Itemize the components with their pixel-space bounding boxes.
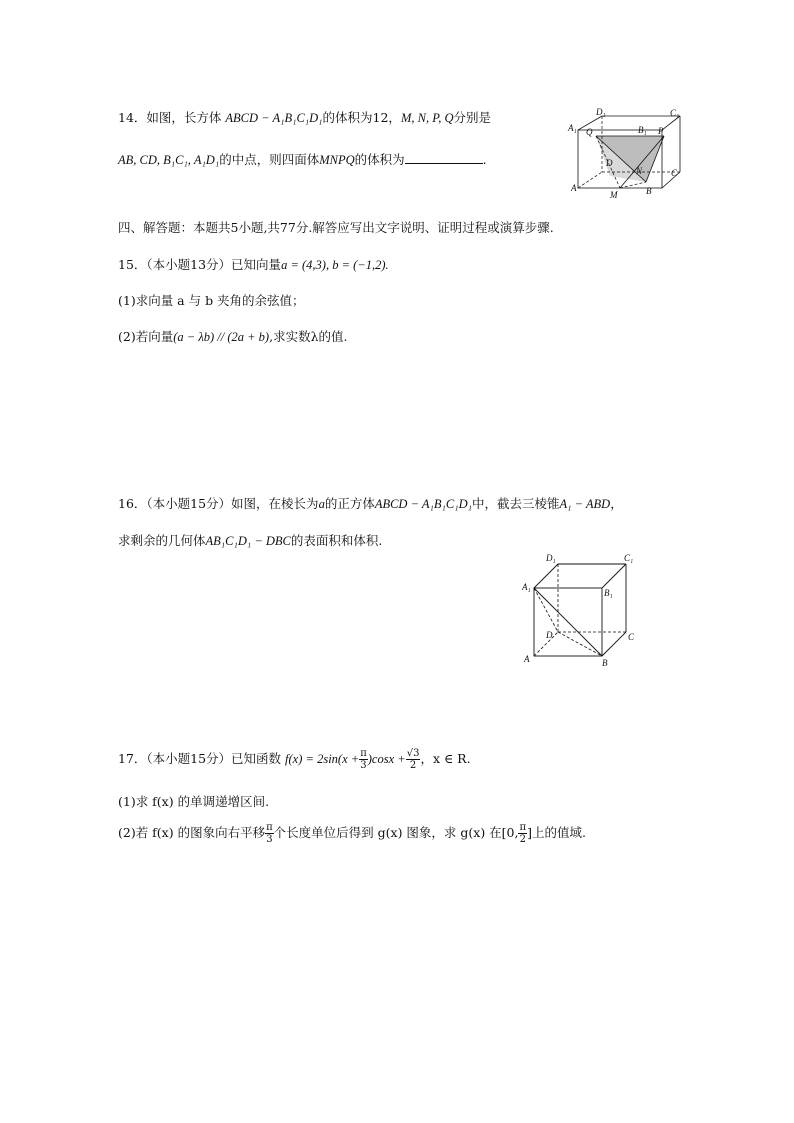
q16-text: 的正方体 xyxy=(324,496,375,511)
q14-line1 xyxy=(118,108,491,126)
frac-num: π xyxy=(519,822,527,833)
q16-text: ， xyxy=(610,496,623,511)
fig-label: A₁ xyxy=(568,123,577,133)
q16-remaining-solid: AB₁C₁D₁ − DBC xyxy=(205,534,291,548)
q17-domain: ，x ∈ R. xyxy=(420,751,471,766)
q17-text: ]上的值域. xyxy=(527,825,586,840)
frac-den: 2 xyxy=(409,760,417,771)
q17-func: f(x) = 2sin(x + xyxy=(285,752,360,766)
frac-num: √3 xyxy=(406,748,420,759)
fig-label: C₁ xyxy=(624,553,634,563)
answer-blank xyxy=(405,151,483,164)
q16-head: 16．（本小题15分）如图，在棱长为 xyxy=(118,496,319,511)
fig-label: D xyxy=(546,630,553,640)
fig-label: C xyxy=(671,168,678,178)
q15-part2 xyxy=(118,327,347,345)
q16-figure xyxy=(512,550,652,668)
section-4-heading: 四、解答题：本题共5小题,共77分.解答应写出文字说明、证明过程或演算步骤. xyxy=(118,220,554,235)
sqrt3-over-2 xyxy=(406,748,421,771)
fig-label: P xyxy=(658,126,664,136)
q14-text: 如图，长方体 xyxy=(146,110,222,125)
q16-text: 的表面积和体积. xyxy=(290,533,383,548)
q14-points: M, N, P, Q xyxy=(400,111,454,125)
q14-midpoint-edges: AB, CD, B₁C₁, A₁D₁ xyxy=(118,153,220,167)
frac-den: 3 xyxy=(266,834,273,845)
fig-label: D xyxy=(606,158,613,168)
q15-head: 15．（本小题13分）已知向量 xyxy=(118,257,282,272)
pi-over-2 xyxy=(518,822,527,845)
fig-label: B xyxy=(602,658,608,668)
fig-label: B₁ xyxy=(604,588,613,598)
q15-vectors: a = (4,3), b = (−1,2). xyxy=(281,258,389,272)
frac-num: π xyxy=(266,822,273,833)
q16-text: 中，截去三棱锥 xyxy=(471,496,560,511)
q16-line1 xyxy=(118,494,623,512)
q15-text: (2)若向量 xyxy=(118,329,174,344)
q16-text: 求剩余的几何体 xyxy=(118,533,206,548)
q14-text: 的体积为12， xyxy=(322,110,401,125)
q17-line1 xyxy=(118,748,471,771)
q14-solid: ABCD − A₁B₁C₁D₁ xyxy=(225,111,323,125)
pi-over-3 xyxy=(265,822,274,845)
q16-var: a xyxy=(318,497,325,511)
q17-func: )cosx + xyxy=(367,752,406,766)
fig-label: M xyxy=(610,190,618,200)
q16-solid: ABCD − A₁B₁C₁D₁ xyxy=(374,497,472,511)
q14-text: 分别是 xyxy=(453,110,492,125)
q16-pyramid: A₁ − ABD xyxy=(559,497,611,511)
fig-label: C xyxy=(628,632,635,642)
q14-text: 的中点，则四面体 xyxy=(219,152,320,167)
frac-num: π xyxy=(360,748,367,759)
q17-text: 个长度单位后得到 g(x) 图象，求 g(x) 在[0, xyxy=(273,825,519,840)
fig-label: B xyxy=(646,186,652,196)
fig-label: D₁ xyxy=(596,108,606,117)
q14-tetra: MNPQ xyxy=(319,153,355,167)
pi-over-3 xyxy=(359,748,368,771)
q16-line2 xyxy=(118,531,382,549)
fig-label: A₁ xyxy=(522,582,531,592)
fig-label: N xyxy=(636,166,643,176)
q17-head: 17．（本小题15分）已知函数 xyxy=(118,751,282,766)
fig-label: A xyxy=(524,654,530,664)
q14-line2 xyxy=(118,150,487,168)
q15-part1: (1)求向量 a 与 b 夹角的余弦值； xyxy=(118,293,305,308)
fig-label: C₁ xyxy=(670,108,680,118)
q15-text: ,求实数λ的值. xyxy=(269,329,348,344)
q17-part1: (1)求 f(x) 的单调递增区间. xyxy=(118,794,270,809)
fig-label: B₁ xyxy=(638,125,647,135)
q17-text: (2)若 f(x) 的图象向右平移 xyxy=(118,825,266,840)
q15-parallel-condition: (a − λb) // (2a + b) xyxy=(173,330,270,344)
fig-label: Q xyxy=(586,127,593,137)
q14-number: 14． xyxy=(118,110,147,125)
q14-figure xyxy=(566,108,686,200)
q17-part2 xyxy=(118,822,586,845)
fig-label: D₁ xyxy=(546,553,556,563)
frac-den: 2 xyxy=(519,834,526,845)
q15-line1 xyxy=(118,255,389,273)
q14-text: 的体积为 xyxy=(354,152,405,167)
frac-den: 3 xyxy=(360,760,367,771)
fig-label: A xyxy=(571,183,577,193)
q14-period: . xyxy=(482,152,487,167)
